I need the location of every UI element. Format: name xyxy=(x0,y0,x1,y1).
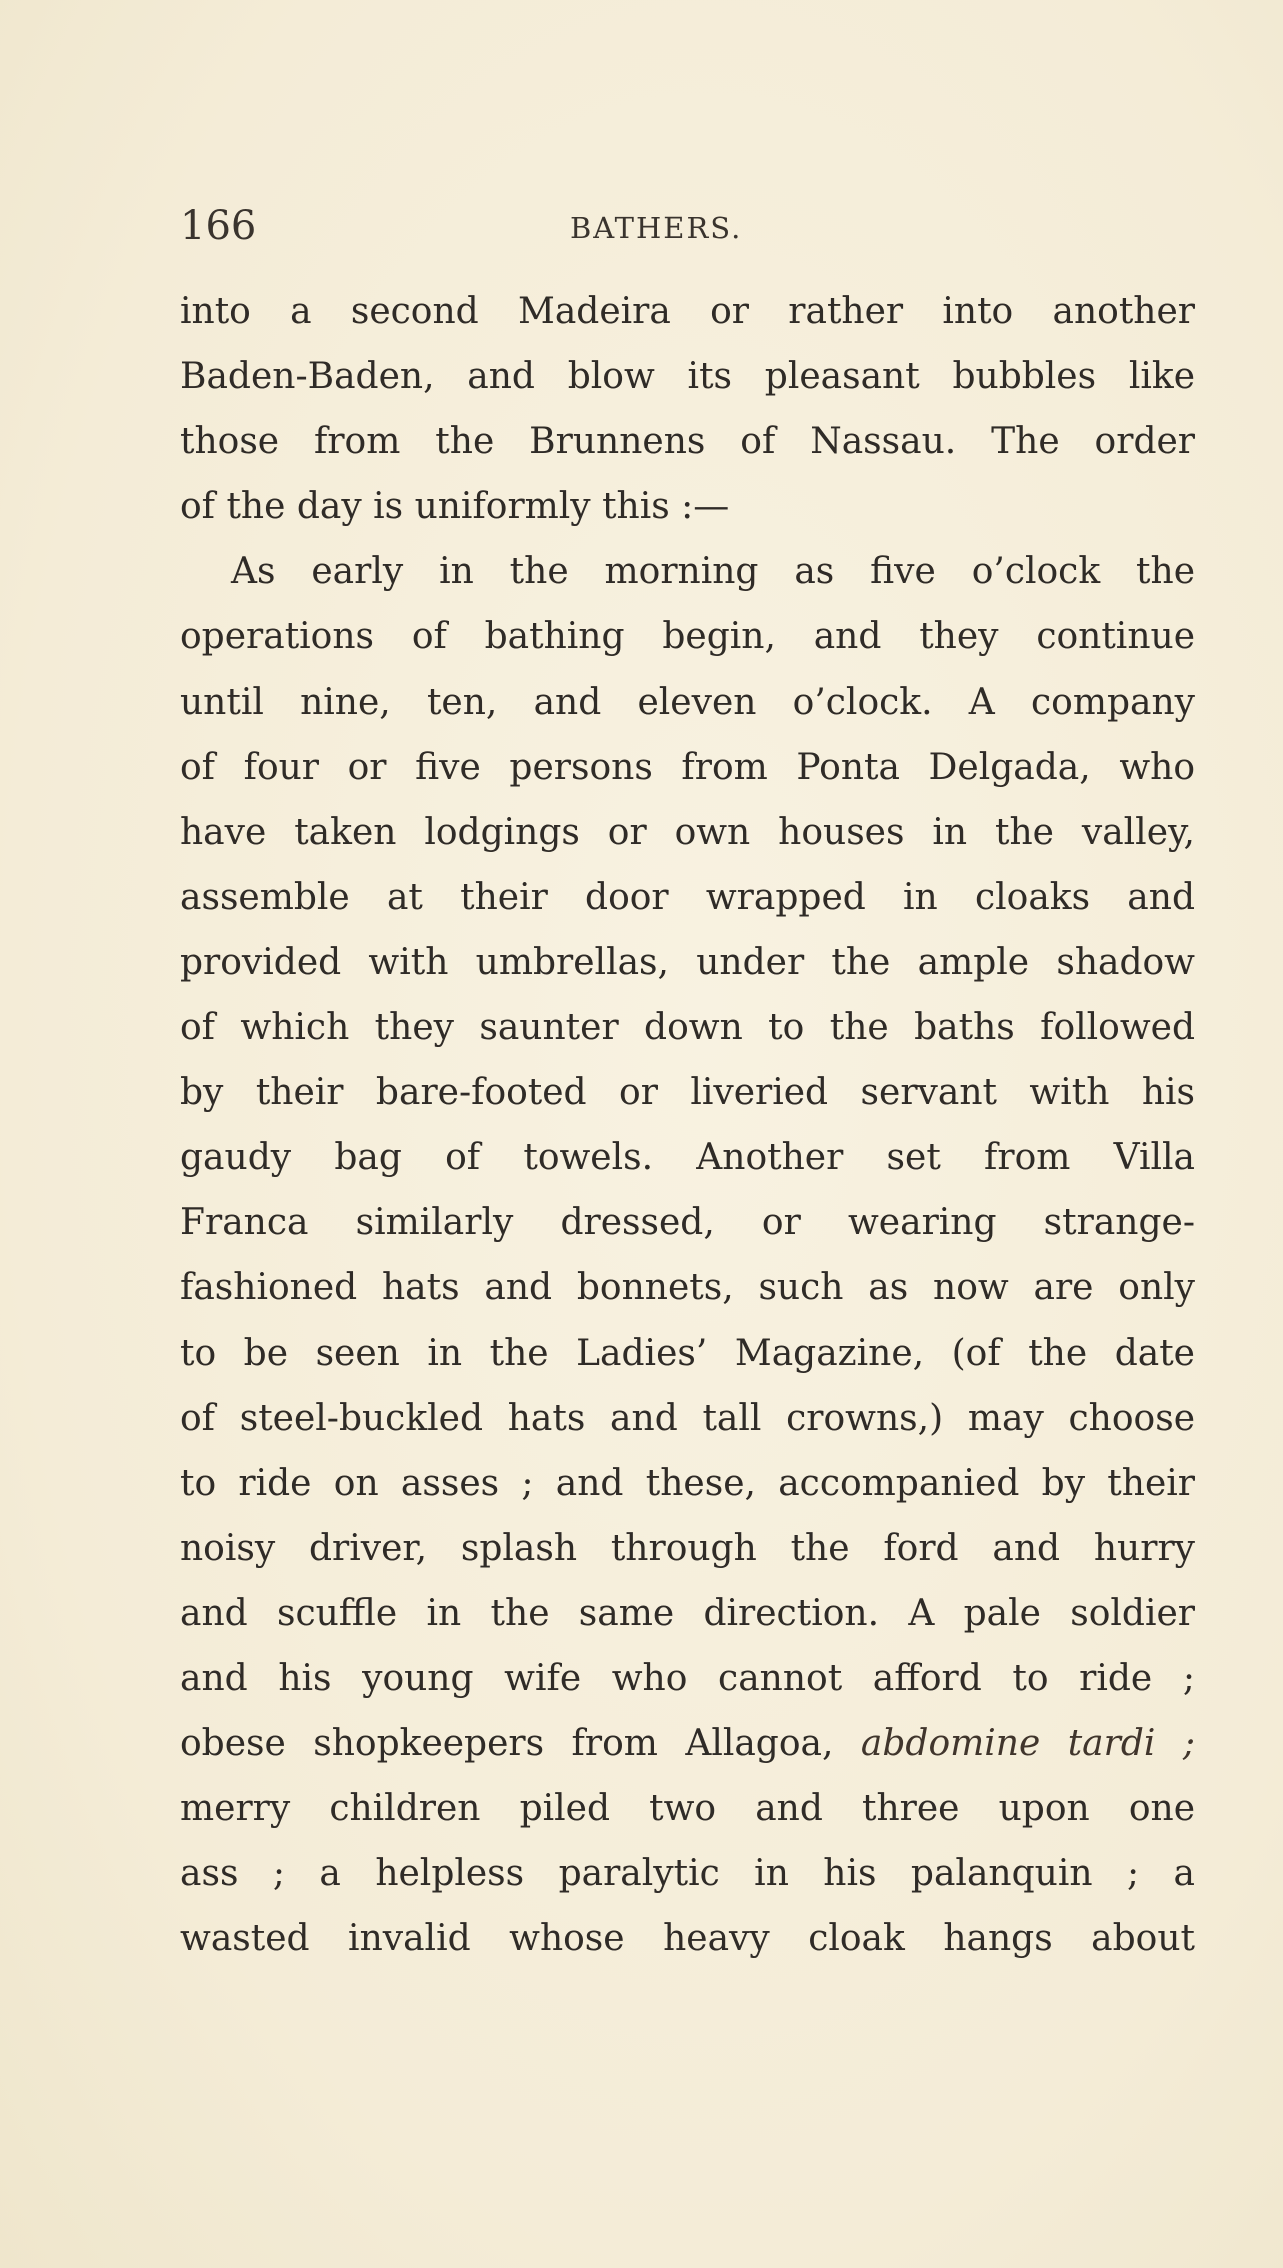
text-line: those from the Brunnens of Nassau. The order xyxy=(180,421,1195,463)
text-line: wasted invalid whose heavy cloak hangs about xyxy=(180,1918,1195,1960)
text-line: have taken lodgings or own houses in the valley, xyxy=(180,811,1195,853)
text-line: operations of bathing begin, and they continue xyxy=(180,616,1195,658)
text-line: noisy driver, splash through the ford and hurry xyxy=(180,1527,1195,1569)
paragraph-start-line: As early in the morning as five o’clock the xyxy=(231,551,1195,593)
text-line: assemble at their door wrapped in cloaks and xyxy=(180,876,1195,918)
italic-phrase: abdomine tardi ; xyxy=(860,1723,1195,1765)
text-line: and scuffle in the same direction. A pale soldier xyxy=(180,1592,1195,1634)
running-head: BATHERS. xyxy=(570,211,743,245)
text-line: into a second Madeira or rather into another xyxy=(180,291,1195,332)
text-line-with-italic xyxy=(180,1711,1195,1776)
text-line: ass ; a helpless paralytic in his palanquin ; a xyxy=(180,1853,1195,1895)
text-line-roman-part: obese shopkeepers from Allagoa, xyxy=(180,1723,834,1765)
text-line: to be seen in the Ladies’ Magazine, (of the date xyxy=(180,1332,1195,1374)
text-line: Franca similarly dressed, or wearing strange- xyxy=(180,1202,1195,1244)
text-line: by their bare-footed or liveried servant with his xyxy=(180,1072,1195,1114)
page-number: 166 xyxy=(180,203,257,249)
text-line: provided with umbrellas, under the ample shadow xyxy=(180,941,1195,983)
text-line: gaudy bag of towels. Another set from Villa xyxy=(180,1137,1195,1179)
page-header xyxy=(180,198,1190,258)
text-line: of which they saunter down to the baths followed xyxy=(180,1007,1195,1049)
text-line: of four or five persons from Ponta Delgada, who xyxy=(180,746,1195,788)
text-line: until nine, ten, and eleven o’clock. A company xyxy=(180,681,1195,723)
text-line: of the day is uniformly this :— xyxy=(180,486,730,528)
text-line: merry children piled two and three upon one xyxy=(180,1788,1195,1830)
text-line: to ride on asses ; and these, accompanied by their xyxy=(180,1462,1195,1504)
text-line: Baden-Baden, and blow its pleasant bubbles like xyxy=(180,356,1195,398)
text-line: of steel-buckled hats and tall crowns,) may choose xyxy=(180,1397,1195,1439)
text-line: fashioned hats and bonnets, such as now are only xyxy=(180,1267,1195,1309)
text-line: and his young wife who cannot afford to ride ; xyxy=(180,1657,1195,1699)
body-text xyxy=(180,279,1195,1971)
